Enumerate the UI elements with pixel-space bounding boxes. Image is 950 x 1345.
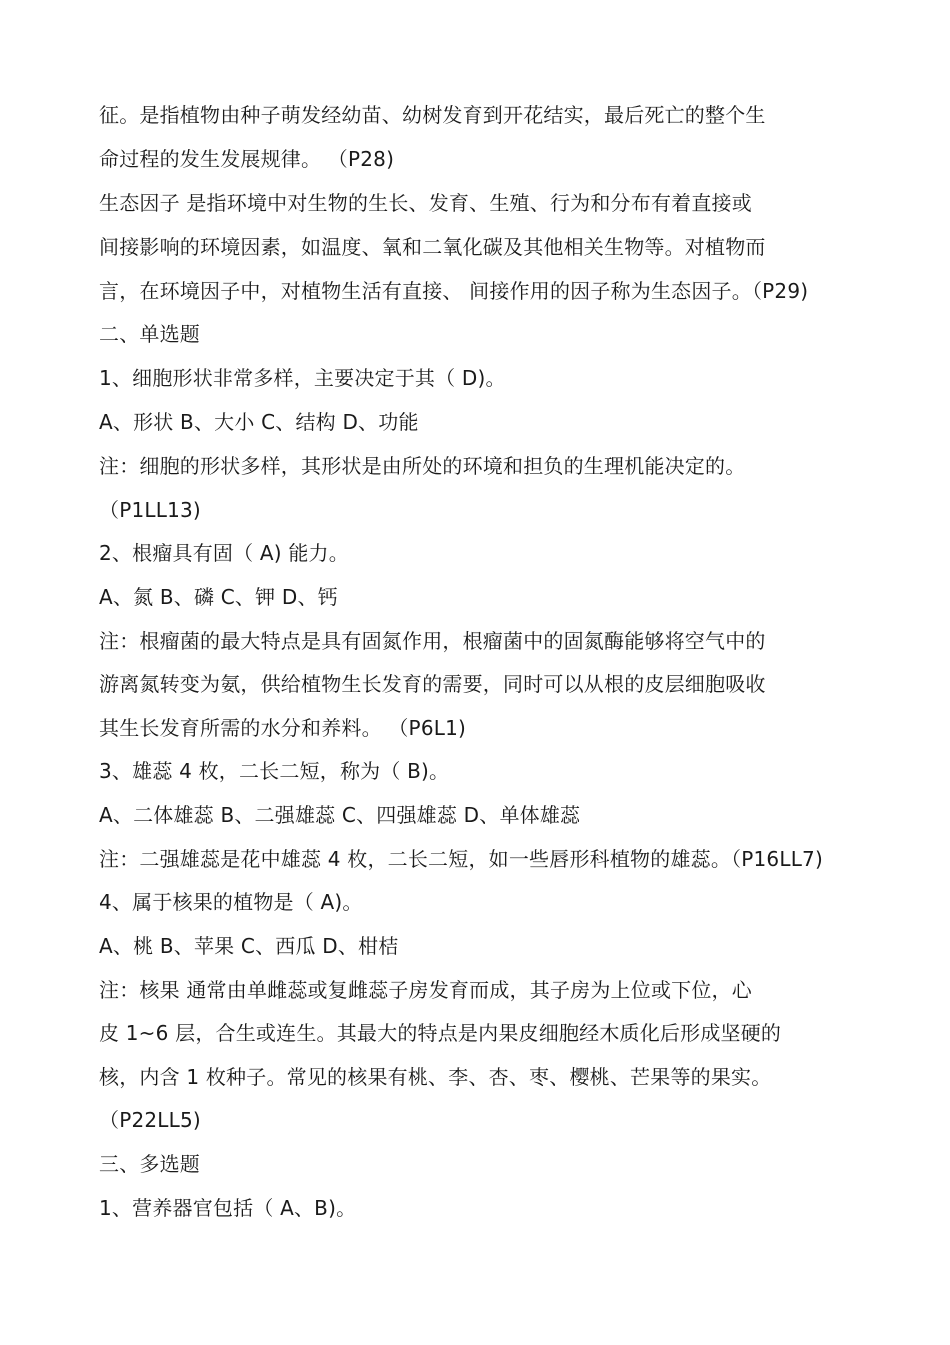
question-4: 4、属于核果的植物是（ A)。 [99, 890, 363, 914]
question-2-note-line-1: 注：根瘤菌的最大特点是具有固氮作用，根瘤菌中的固氮酶能够将空气中的 [99, 629, 766, 653]
question-3-options: A、二体雄蕊 B、二强雄蕊 C、四强雄蕊 D、单体雄蕊 [99, 803, 581, 827]
question-2-note-line-3: 其生长发育所需的水分和养料。 （P6L1) [99, 716, 467, 740]
question-4-note-line-2: 皮 1~6 层，合生或连生。其最大的特点是内果皮细胞经木质化后形成坚硬的 [99, 1021, 782, 1045]
question-4-note-line-1: 注：核果 通常由单雌蕊或复雌蕊子房发育而成，其子房为上位或下位，心 [99, 978, 752, 1002]
question-2-note-line-2: 游离氮转变为氨，供给植物生长发育的需要，同时可以从根的皮层细胞吸收 [99, 672, 766, 696]
question-4-options: A、桃 B、苹果 C、西瓜 D、柑桔 [99, 934, 399, 958]
question-2: 2、根瘤具有固（ A) 能力。 [99, 541, 349, 565]
question-1: 1、细胞形状非常多样，主要决定于其（ D)。 [99, 366, 506, 390]
question-1-note-ref: （P1LL13) [99, 498, 201, 522]
text-line-4: 间接影响的环境因素，如温度、氧和二氧化碳及其他相关生物等。对植物而 [99, 235, 766, 259]
question-4-note-ref: （P22LL5) [99, 1108, 201, 1132]
text-line-1: 征。是指植物由种子萌发经幼苗、幼树发育到开花结实，最后死亡的整个生 [99, 103, 766, 127]
section-heading-single-choice: 二、单选题 [99, 322, 200, 346]
text-line-5: 言，在环境因子中，对植物生活有直接、 间接作用的因子称为生态因子。（P29) [99, 279, 809, 303]
question-3: 3、雄蕊 4 枚，二长二短，称为（ B)。 [99, 759, 450, 783]
multi-question-1: 1、营养器官包括（ A、B)。 [99, 1196, 357, 1220]
question-3-note: 注：二强雄蕊是花中雄蕊 4 枚，二长二短，如一些唇形科植物的雄蕊。（P16LL7) [99, 847, 823, 871]
question-1-options: A、形状 B、大小 C、结构 D、功能 [99, 410, 419, 434]
question-1-note: 注：细胞的形状多样，其形状是由所处的环境和担负的生理机能决定的。 [99, 454, 746, 478]
text-line-3: 生态因子 是指环境中对生物的生长、发育、生殖、行为和分布有着直接或 [99, 191, 752, 215]
question-2-options: A、氮 B、磷 C、钾 D、钙 [99, 585, 338, 609]
question-4-note-line-3: 核，内含 1 枚种子。常见的核果有桃、李、杏、枣、樱桃、芒果等的果实。 [99, 1065, 772, 1089]
section-heading-multiple-choice: 三、多选题 [99, 1152, 200, 1176]
text-line-2: 命过程的发生发展规律。 （P28) [99, 147, 395, 171]
